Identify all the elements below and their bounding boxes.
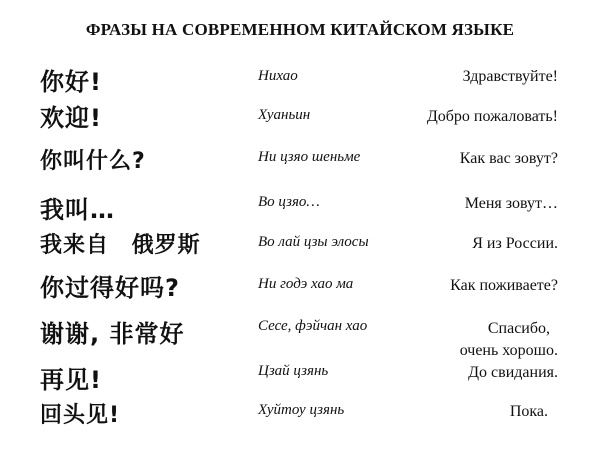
chinese-phrase: 再见!	[40, 366, 102, 394]
russian-translation: Меня зовут…	[464, 195, 558, 212]
transliteration: Ни годэ хао ма	[258, 276, 354, 292]
transliteration: Сесе, фэйчан хао	[258, 318, 368, 334]
chinese-phrase: 你叫什么?	[40, 149, 146, 174]
chinese-phrase: 谢谢, 非常好	[40, 320, 185, 348]
russian-translation: Пока.	[509, 403, 548, 420]
russian-translation: Я из России.	[472, 235, 558, 252]
chinese-phrase: 我来自 俄罗斯	[40, 233, 201, 258]
russian-translation: Добро пожаловать!	[426, 108, 558, 125]
transliteration: Во цзяо…	[258, 194, 320, 210]
russian-translation: Спасибо,	[487, 320, 550, 337]
russian-translation: Как поживаете?	[450, 277, 558, 294]
chinese-phrase: 你好!	[40, 68, 102, 96]
transliteration: Хуйтоу цзянь	[258, 402, 345, 418]
transliteration: Хуаньин	[258, 107, 311, 123]
chinese-phrase: 我叫…	[40, 196, 115, 224]
chinese-phrase: 你过得好吗?	[40, 274, 180, 302]
russian-translation: Как вас зовут?	[459, 150, 558, 167]
transliteration: Ни цзяо шеньме	[258, 149, 361, 165]
chinese-phrase: 回头见!	[40, 403, 121, 428]
russian-translation: Здравствуйте!	[462, 68, 558, 85]
russian-translation: До свидания.	[468, 364, 558, 381]
transliteration: Во лай цзы элосы	[258, 234, 369, 250]
page-title: ФРАЗЫ НА СОВРЕМЕННОМ КИТАЙСКОМ ЯЗЫКЕ	[85, 20, 515, 39]
transliteration: Нихао	[258, 68, 298, 84]
russian-translation-line-2: очень хорошо.	[459, 342, 558, 359]
chinese-phrase: 欢迎!	[40, 104, 102, 132]
transliteration: Цзай цзянь	[258, 363, 329, 379]
